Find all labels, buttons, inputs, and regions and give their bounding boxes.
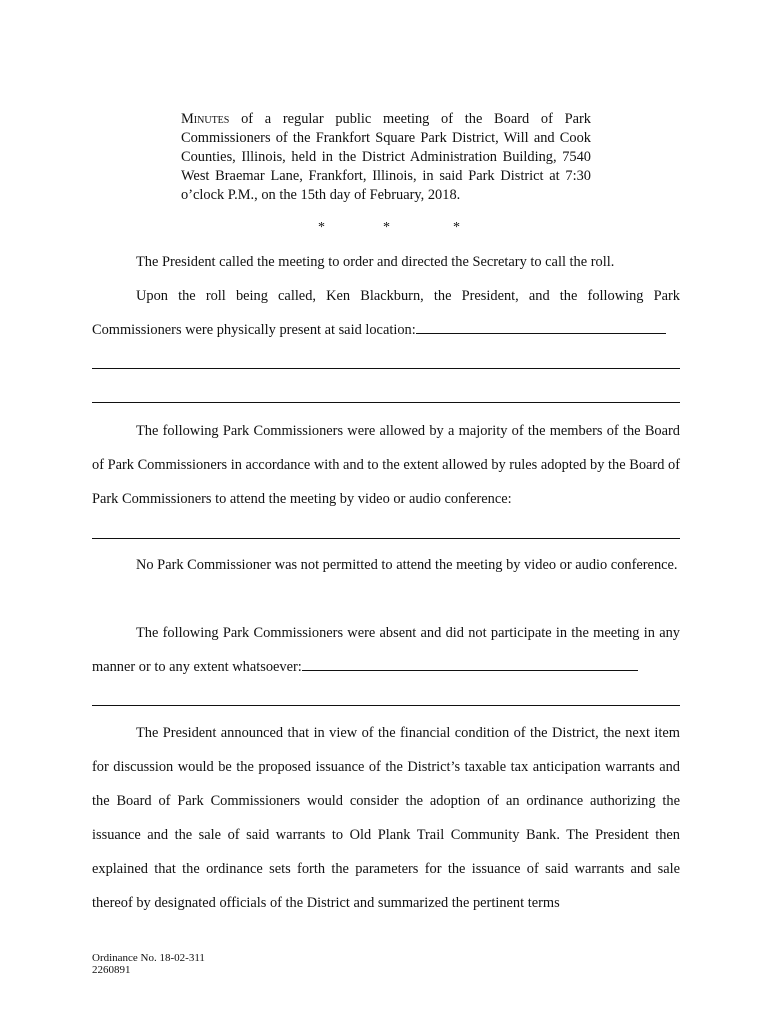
call-to-order-paragraph: The President called the meeting to order and directed the Secretary to call the roll.: [136, 254, 615, 270]
absent-commissioners-blank: [302, 656, 638, 671]
remote-commissioners-blank-line: [92, 538, 680, 539]
present-commissioners-blank-line-2: [92, 368, 680, 369]
absent-commissioners-blank-line-2: [92, 705, 680, 706]
separator-star-3: *: [453, 220, 460, 235]
announcement-paragraph: The President announced that in view of the financial condition of the District, the next item for discussion would be the proposed issuance of the District’s taxable tax anticipation warrants and the Board of Park Commissioners would consider the adoption of an ordinance authorizing the issuance and the sale of said warrants to Old Plank Trail Community Bank. The President then explained that the ordinance sets forth the parameters for the issuance of said warrants and sale thereof by designated officials of the District and summarized the pertinent terms: [92, 725, 680, 911]
roll-call-paragraph: [92, 279, 680, 347]
roll-call-text: Upon the roll being called, Ken Blackburn, the President, and the following Park Commissioners were physically present at said location:: [92, 288, 680, 338]
meeting-intro-paragraph: [181, 110, 591, 205]
section-separator: [0, 220, 770, 238]
meeting-intro-text: of a regular public meeting of the Board of Park Commissioners of the Frankfort Square Park District, Will and Cook Counties, Illinois, held in the District Administration Building, 7540 West Braemar Lane, Frankfort, Illinois, in said Park District at 7:30 o’clock P.M., on the 15th day of February, 2018.: [181, 111, 591, 203]
remote-allowed-paragraph: The following Park Commissioners were allowed by a majority of the members of the Board of Park Commissioners in accordance with and to the extent allowed by rules adopted by the Board of Park Commissioners to attend the meeting by video or audio conference:: [92, 423, 680, 507]
not-permitted-paragraph: No Park Commissioner was not permitted to attend the meeting by video or audio conference.: [136, 557, 678, 573]
minutes-heading-word: Minutes: [181, 111, 230, 127]
present-commissioners-blank: [416, 319, 666, 334]
document-id: 2260891: [92, 964, 131, 976]
separator-star-1: *: [318, 220, 325, 235]
absent-paragraph: [92, 616, 680, 684]
present-commissioners-blank-line-3: [92, 402, 680, 403]
page-footer: [92, 952, 205, 976]
ordinance-number: Ordinance No. 18-02-311: [92, 952, 205, 964]
separator-star-2: *: [383, 220, 390, 235]
absent-text: The following Park Commissioners were absent and did not participate in the meeting in any manner or to any extent whatsoever:: [92, 625, 680, 675]
